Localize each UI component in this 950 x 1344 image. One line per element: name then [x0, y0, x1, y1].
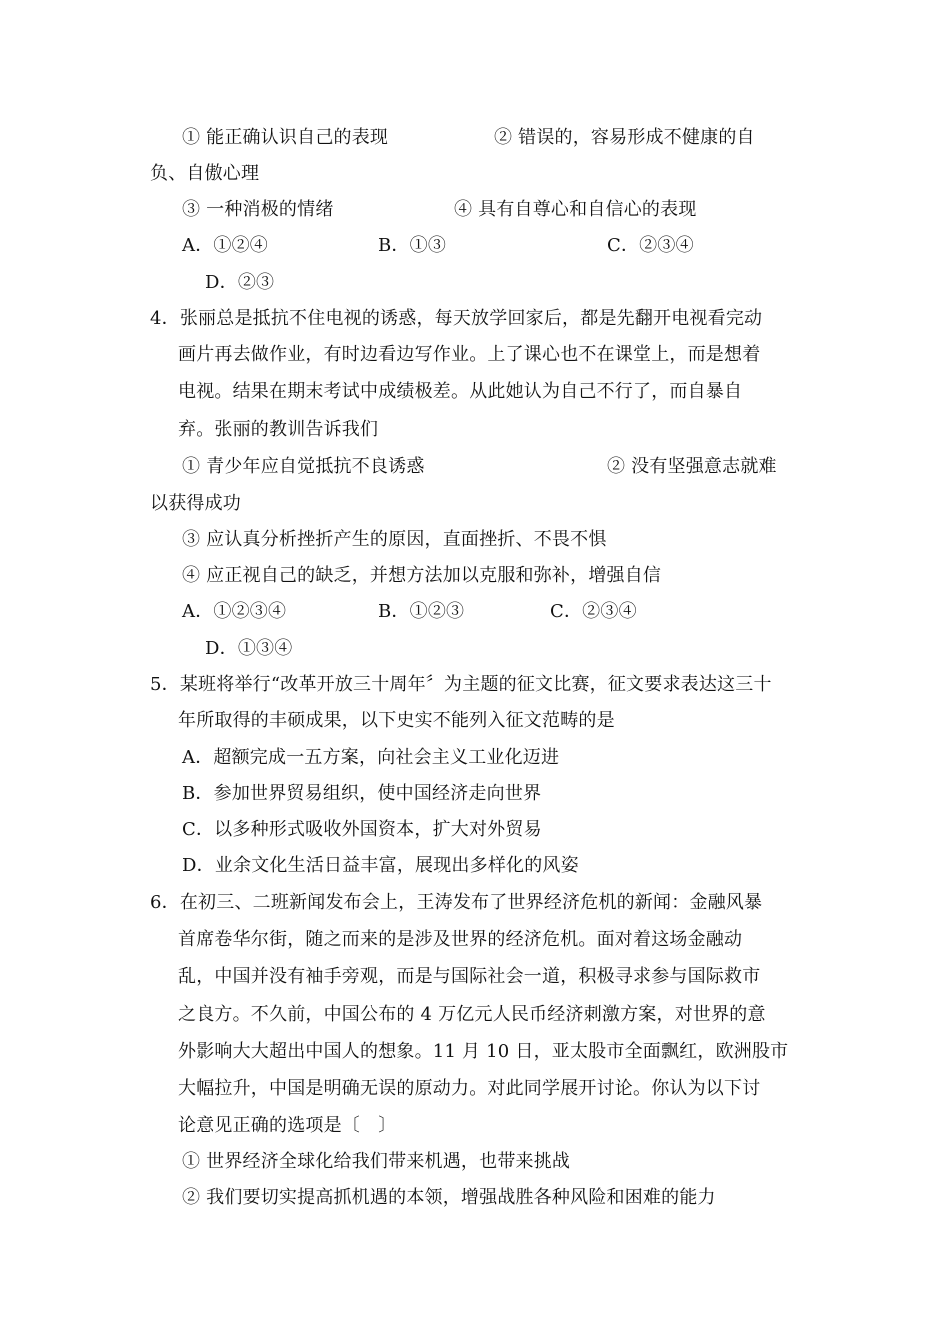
q3-option-2: ② 错误的，容易形成不健康的自: [494, 127, 755, 148]
q4-stem-line-3: 电视。结果在期末考试中成绩极差。从此她认为自己不行了，而自暴自: [178, 381, 743, 402]
q4-choice-b: B．①②③: [378, 601, 465, 622]
q5-stem-line-2: 年所取得的丰硕成果，以下史实不能列入征文范畴的是: [178, 710, 615, 731]
q3-choice-d: D．②③: [205, 272, 275, 293]
q3-choice-a: A．①②④: [182, 235, 268, 256]
q4-stem-line-4: 弃。张丽的教训告诉我们: [178, 419, 379, 440]
q6-stem-line-4: 之良方。不久前，中国公布的 4 万亿元人民币经济刺激方案，对世界的意: [178, 1004, 766, 1025]
q6-option-2: ② 我们要切实提高抓机遇的本领，增强战胜各种风险和困难的能力: [182, 1187, 716, 1208]
q3-choice-b: B．①③: [378, 235, 447, 256]
q6-option-1: ① 世界经济全球化给我们带来机遇，也带来挑战: [182, 1151, 571, 1172]
q4-option-3: ③ 应认真分析挫折产生的原因，直面挫折、不畏不惧: [182, 529, 607, 550]
q3-option-1: ① 能正确认识自己的表现: [182, 127, 389, 148]
q6-stem-line-2: 首席卷华尔街，随之而来的是涉及世界的经济危机。面对着这场金融动: [178, 929, 743, 950]
q3-option-4: ④ 具有自尊心和自信心的表现: [454, 199, 697, 220]
q6-stem-line-3: 乱，中国并没有袖手旁观，而是与国际社会一道，积极寻求参与国际救市: [178, 966, 761, 987]
q4-choice-a: A．①②③④: [182, 601, 287, 622]
q5-choice-c: C．以多种形式吸收外国资本，扩大对外贸易: [182, 819, 542, 840]
q4-choice-d: D．①③④: [205, 638, 293, 659]
q4-option-2: ② 没有坚强意志就难: [607, 456, 777, 477]
q4-option-2-continued: 以获得成功: [150, 493, 241, 514]
q5-choice-b: B．参加世界贸易组织，使中国经济走向世界: [182, 783, 542, 804]
q6-stem-line-6: 大幅拉升，中国是明确无误的原动力。对此同学展开讨论。你认为以下讨: [178, 1078, 761, 1099]
q5-choice-a: A．超额完成一五方案，向社会主义工业化迈进: [182, 747, 560, 768]
q4-option-4: ④ 应正视自己的缺乏，并想方法加以克服和弥补，增强自信: [182, 565, 662, 586]
q6-stem-line-7: 论意见正确的选项是〔 〕: [178, 1115, 397, 1136]
q3-choice-c: C．②③④: [607, 235, 694, 256]
q4-option-1: ① 青少年应自觉抵抗不良诱惑: [182, 456, 425, 477]
q4-stem-line-1: 4．张丽总是抵抗不住电视的诱惑，每天放学回家后，都是先翻开电视看完动: [150, 308, 763, 329]
q3-option-3: ③ 一种消极的情绪: [182, 199, 334, 220]
q3-option-2-continued: 负、自傲心理: [150, 163, 260, 184]
q4-choice-c: C．②③④: [550, 601, 637, 622]
q5-stem-line-1: 5．某班将举行“改革开放三十周年〞为主题的征文比赛，征文要求表达这三十: [150, 674, 772, 695]
q4-stem-line-2: 画片再去做作业，有时边看边写作业。上了课心也不在课堂上，而是想着: [178, 344, 761, 365]
q6-stem-line-1: 6．在初三、二班新闻发布会上，王涛发布了世界经济危机的新闻：金融风暴: [150, 892, 763, 913]
q6-stem-line-5: 外影响大大超出中国人的想象。11 月 10 日，亚太股市全面飘红，欧洲股市: [178, 1041, 789, 1062]
q5-choice-d: D．业余文化生活日益丰富，展现出多样化的风姿: [182, 855, 579, 876]
